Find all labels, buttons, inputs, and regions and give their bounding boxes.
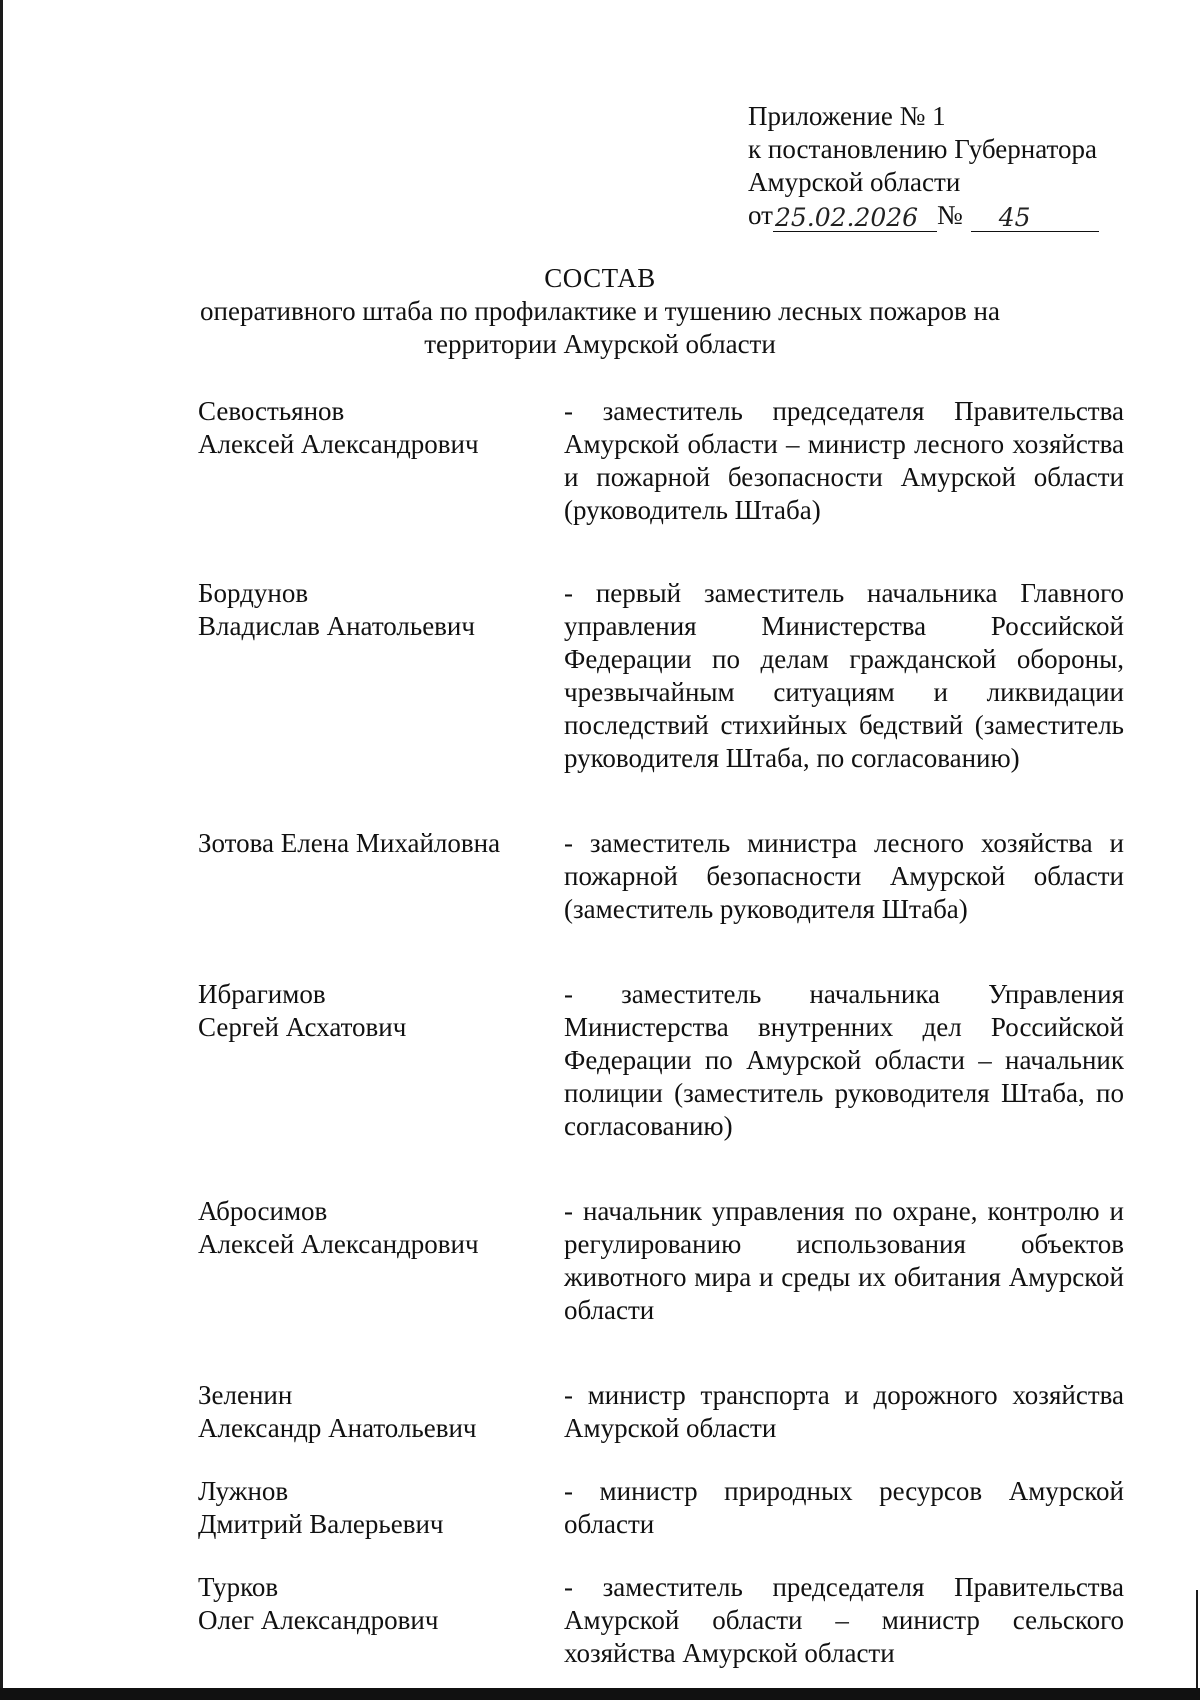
title-subtitle-line-2: территории Амурской области xyxy=(424,329,776,359)
member-position: - заместитель министра лесного хозяйства и пожарной безопасности Амурской области (заместитель руководителя Штаба) xyxy=(564,828,1124,924)
appendix-header xyxy=(748,100,1188,232)
number-label: № xyxy=(936,200,963,230)
member-name xyxy=(198,827,564,926)
member-position: - заместитель начальника Управления Министерства внутренних дел Российской Федерации по Амурской области – начальник полиции (заместитель руководителя Штаба, по согласованию) xyxy=(564,979,1124,1141)
member-position: - министр транспорта и дорожного хозяйства Амурской области xyxy=(564,1380,1124,1443)
member-name xyxy=(198,1195,564,1327)
member-given-names: Олег Александрович xyxy=(198,1605,439,1635)
appendix-number: Приложение № 1 xyxy=(748,101,946,131)
member-surname: Севостьянов xyxy=(198,396,345,426)
member-entry xyxy=(198,827,1124,926)
member-name xyxy=(198,1379,564,1445)
member-surname: Турков xyxy=(198,1572,279,1602)
scan-edge-bottom xyxy=(0,1688,1200,1700)
member-entry xyxy=(198,1475,1124,1541)
appendix-reference: к постановлению Губернатора xyxy=(748,134,1097,164)
member-entry xyxy=(198,1195,1124,1327)
member-entry xyxy=(198,978,1124,1143)
member-surname: Зеленин xyxy=(198,1380,293,1410)
member-surname: Абросимов xyxy=(198,1196,328,1226)
order-date-number xyxy=(748,199,1188,232)
scan-edge-left xyxy=(0,0,3,1700)
member-given-names: Алексей Александрович xyxy=(198,429,479,459)
member-surname: Ибрагимов xyxy=(198,979,326,1009)
member-position: - заместитель председателя Правительства Амурской области – министр лесного хозяйства и пожарной безопасности Амурской области (руководитель Штаба) xyxy=(564,396,1124,525)
member-position: - министр природных ресурсов Амурской области xyxy=(564,1476,1124,1539)
member-position: - начальник управления по охране, контролю и регулированию использования объектов животного мира и среды их обитания Амурской области xyxy=(564,1196,1124,1325)
member-name xyxy=(198,978,564,1143)
member-given-names: Дмитрий Валерьевич xyxy=(198,1509,444,1539)
handwritten-number: 45 xyxy=(971,205,1099,232)
member-name xyxy=(198,395,564,527)
member-entry xyxy=(198,577,1124,775)
member-given-names: Алексей Александрович xyxy=(198,1229,479,1259)
member-given-names: Сергей Асхатович xyxy=(198,1012,407,1042)
title-subtitle-line-1: оперативного штаба по профилактике и тушению лесных пожаров на xyxy=(200,296,1000,326)
member-name xyxy=(198,1475,564,1541)
document-title xyxy=(180,262,1020,361)
members-list xyxy=(198,395,1124,1670)
from-label: от xyxy=(748,200,773,230)
member-name xyxy=(198,1571,564,1670)
member-position: - первый заместитель начальника Главного управления Министерства Российской Федерации по делам гражданской обороны, чрезвычайным ситуациям и ликвидации последствий стихийных бедствий (заместитель руководителя Штаба, по согласованию) xyxy=(564,578,1124,773)
title-main: СОСТАВ xyxy=(544,263,656,293)
member-surname: Зотова Елена Михайловна xyxy=(198,828,501,858)
member-entry xyxy=(198,395,1124,527)
member-surname: Лужнов xyxy=(198,1476,289,1506)
member-given-names: Александр Анатольевич xyxy=(198,1413,477,1443)
member-surname: Бордунов xyxy=(198,578,309,608)
member-entry xyxy=(198,1379,1124,1445)
member-entry xyxy=(198,1571,1124,1670)
member-name xyxy=(198,577,564,775)
member-position: - заместитель председателя Правительства Амурской области – министр сельского хозяйства Амурской области xyxy=(564,1572,1124,1668)
appendix-region: Амурской области xyxy=(748,167,961,197)
member-given-names: Владислав Анатольевич xyxy=(198,611,475,641)
scan-edge-right xyxy=(1196,1590,1198,1700)
handwritten-date: 25.02.2026 xyxy=(773,205,937,232)
